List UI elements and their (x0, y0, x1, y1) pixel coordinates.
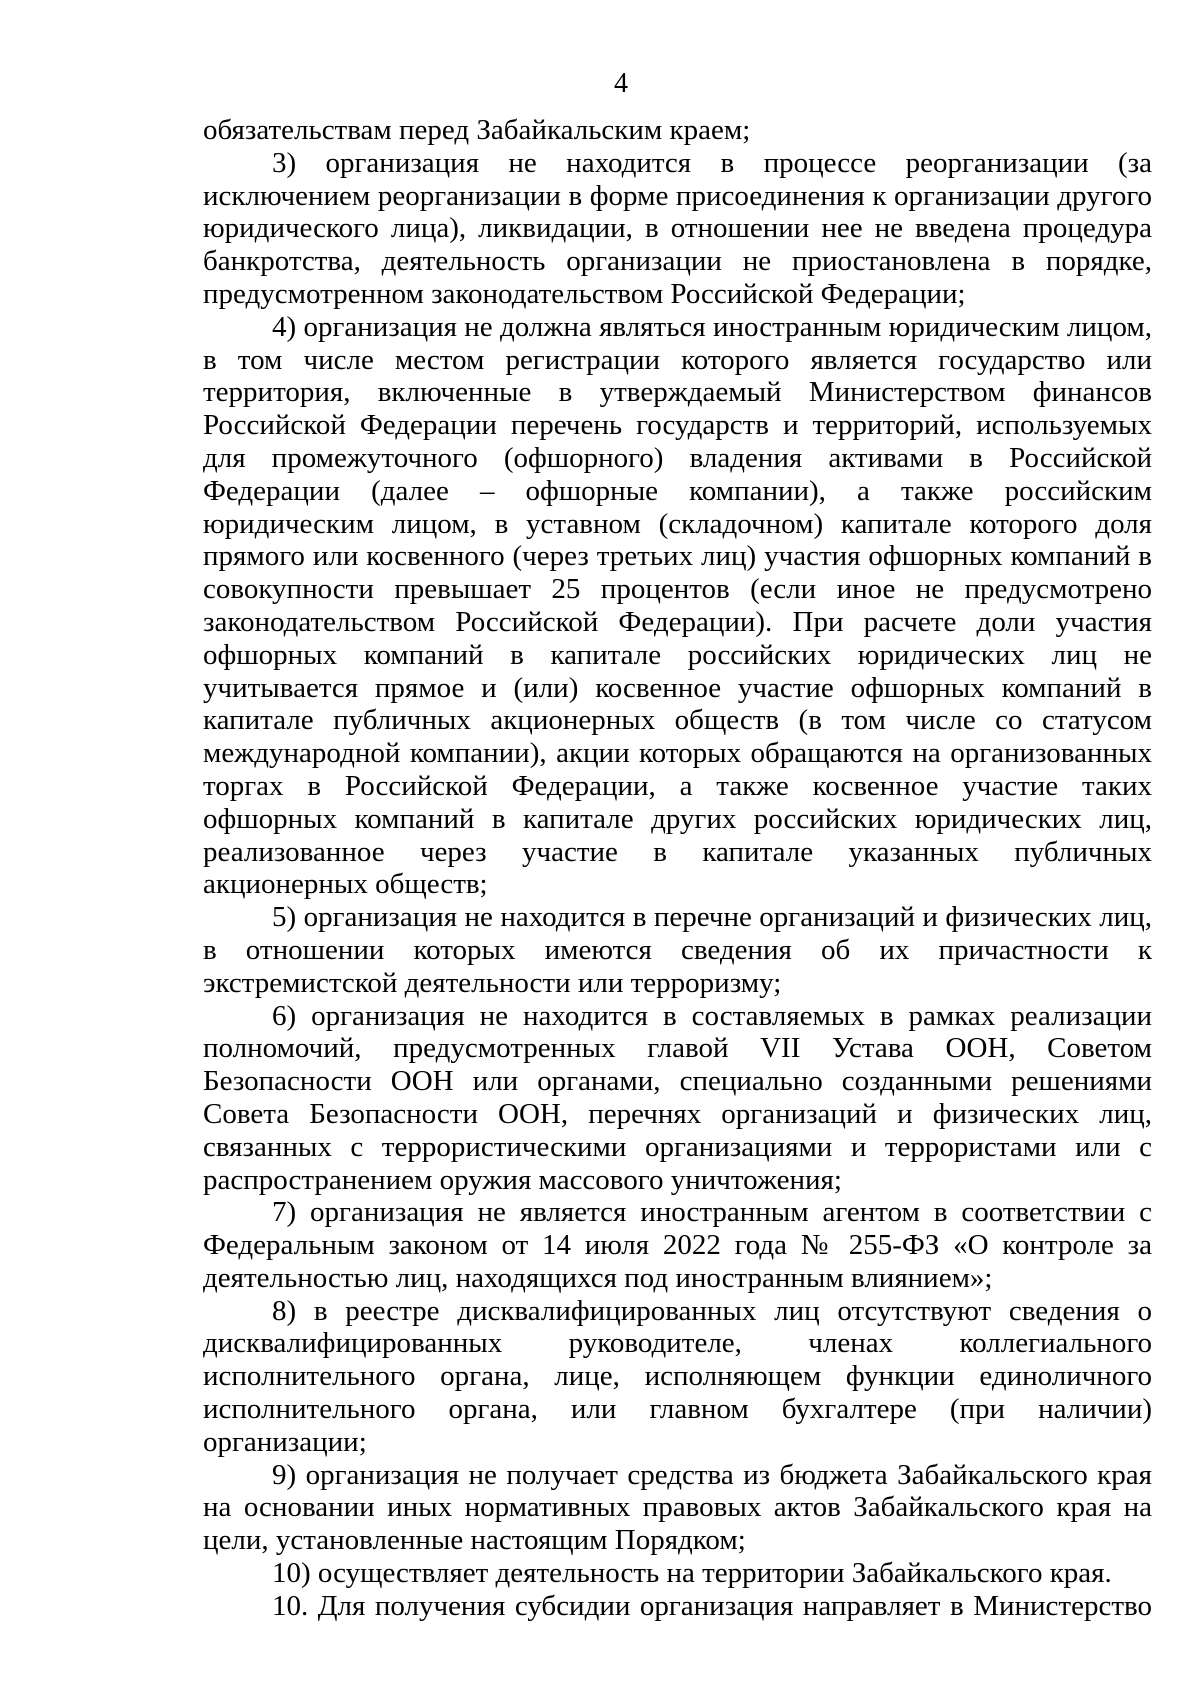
paragraph: 10) осуществляет деятельность на территории Забайкальского края. (272, 1557, 1112, 1590)
page-number: 4 (614, 68, 628, 99)
paragraph: 5) организация не находится в перечне организаций и физических лиц, в отношении которых имеются сведения об их причастности к экстремистской деятельности или терроризму; (203, 901, 1152, 999)
paragraph: 10. Для получения субсидии организация направляет в Министерство (272, 1589, 1152, 1622)
paragraph: 4) организация не должна являться иностранным юридическим лицом, в том числе местом регистрации которого является государство или территория, включенные в утверждаемый Министерством финансов Российской Федерации перечень государств и территорий, используемых для промежуточного (офшорного) владения активами в Российской Федерации (далее – офшорные компании), а также российским юридическим лицом, в уставном (складочном) капитале которого доля прямого или косвенного (через третьих лиц) участия офшорных компаний в совокупности превышает 25 процентов (если иное не предусмотрено законодательством Российской Федерации). При расчете доли участия офшорных компаний в капитале российских юридических лиц не учитывается прямое и (или) косвенное участие офшорных компаний в капитале публичных акционерных обществ (в том числе со статусом международной компании), акции которых обращаются на организованных торгах в Российской Федерации, а также косвенное участие таких офшорных компаний в капитале других российских юридических лиц, реализованное через участие в капитале указанных публичных акционерных обществ; (203, 310, 1152, 901)
document-body (203, 114, 1152, 1623)
paragraph: обязательствам перед Забайкальским краем; (203, 114, 751, 146)
paragraph: 6) организация не находится в составляемых в рамках реализации полномочий, предусмотренных главой VII Устава ООН, Советом Безопасности ООН или органами, специально созданными решениями Совета Безопасности ООН, перечнях организаций и физических лиц, связанных с террористическими организациями и террористами или с распространением оружия массового уничтожения; (203, 999, 1152, 1196)
paragraph: 7) организация не является иностранным агентом в соответствии с Федеральным законом от 14 июля 2022 года № 255-ФЗ «О контроле за деятельностью лиц, находящихся под иностранным влиянием»; (203, 1196, 1152, 1294)
paragraph: 3) организация не находится в процессе реорганизации (за исключением реорганизации в форме присоединения к организации другого юридического лица), ликвидации, в отношении нее не введена процедура банкротства, деятельность организации не приостановлена в порядке, предусмотренном законодательством Российской Федерации; (203, 146, 1152, 310)
paragraph: 8) в реестре дисквалифицированных лиц отсутствуют сведения о дисквалифицированных руководителе, членах коллегиального исполнительного органа, лице, исполняющем функции единоличного исполнительного органа, или главном бухгалтере (при наличии) организации; (203, 1294, 1152, 1458)
paragraph: 9) организация не получает средства из бюджета Забайкальского края на основании иных нормативных правовых актов Забайкальского края на цели, установленные настоящим Порядком; (203, 1458, 1152, 1557)
